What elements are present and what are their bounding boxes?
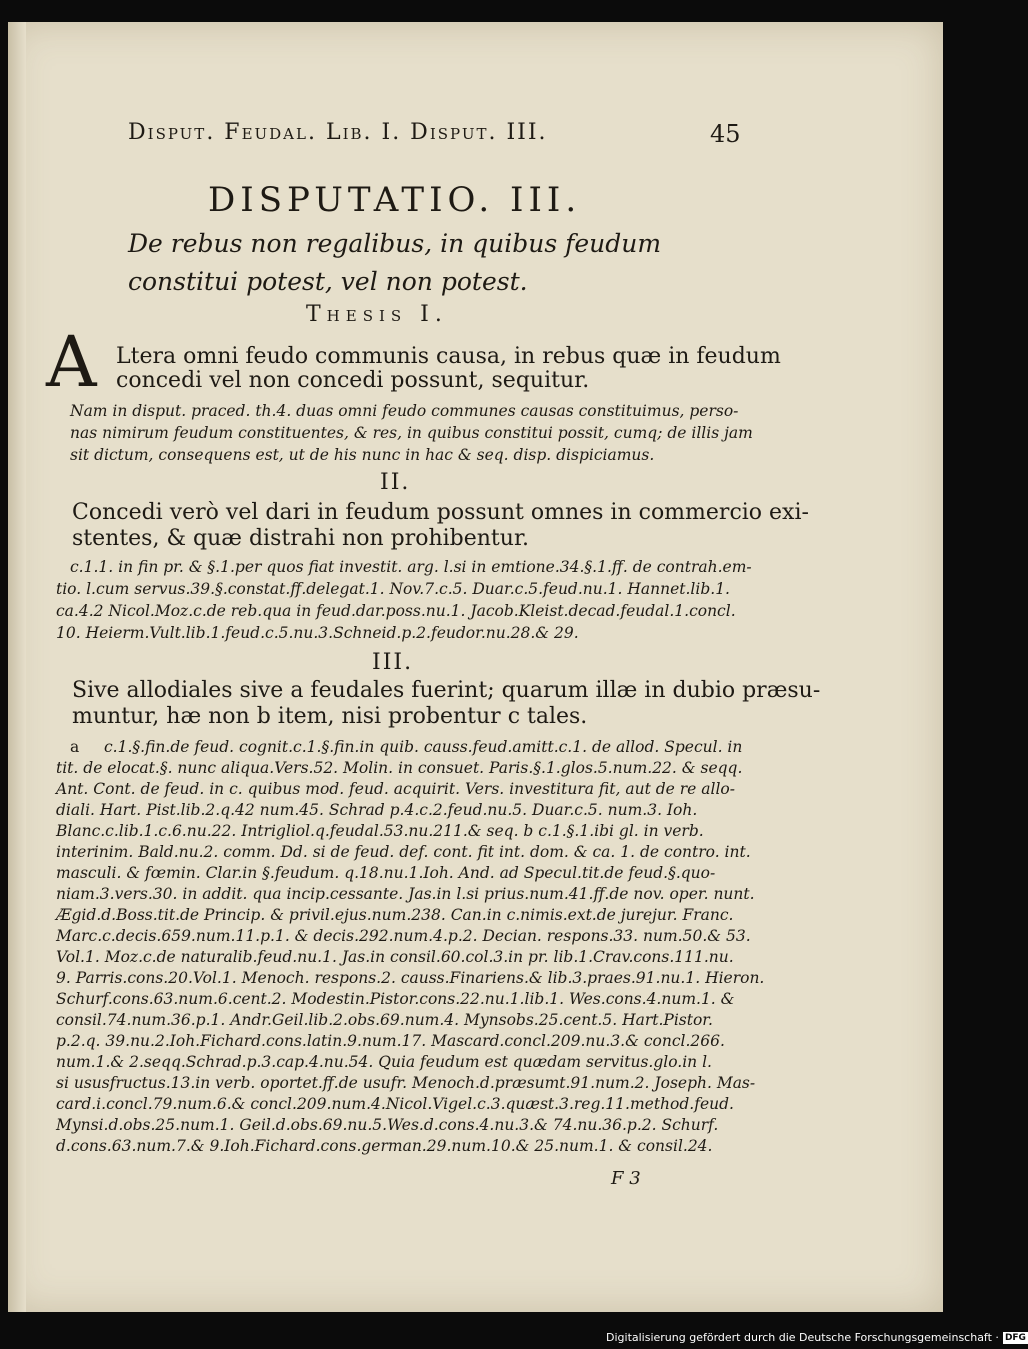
signature-mark: F 3 xyxy=(611,1168,641,1189)
book-page xyxy=(8,22,943,1312)
credit-text: Digitalisierung gefördert durch die Deutsche Forschungsgemeinschaft xyxy=(606,1331,992,1344)
page-number: 45 xyxy=(710,120,741,148)
drop-cap: A xyxy=(46,321,97,403)
digitization-credit: Digitalisierung gefördert durch die Deutsche Forschungsgemeinschaft · DFG xyxy=(606,1331,1026,1344)
page-spine-shadow xyxy=(8,22,26,1312)
thesis3-note-line: consil.74.num.36.p.1. Andr.Geil.lib.2.obs.69.num.4. Mynsobs.25.cent.5. Hart.Pistor. xyxy=(56,1011,713,1029)
thesis3-note-line: Vol.1. Moz.c.de naturalib.feud.nu.1. Jas.in consil.60.col.3.in pr. lib.1.Crav.cons.111.nu. xyxy=(56,948,734,966)
thesis3-note-line: Ant. Cont. de feud. in c. quibus mod. feud. acquirit. Vers. investitura fit, aut de re allo- xyxy=(56,780,735,798)
thesis3-line1: Sive allodiales sive a feudales fuerint; quarum illæ in dubio præsu- xyxy=(72,678,821,703)
thesis3-note-line: card.i.concl.79.num.6.& concl.209.num.4.Nicol.Vigel.c.3.quæst.3.reg.11.method.feud. xyxy=(56,1095,734,1113)
thesis1-note-line: Nam in disput. praced. th.4. duas omni feudo communes causas constituimus, perso- xyxy=(70,402,739,420)
note-marker-a: a xyxy=(70,738,80,756)
thesis3-numeral: III. xyxy=(372,650,414,675)
thesis2-numeral: II. xyxy=(380,470,411,495)
thesis1-note-line: nas nimirum feudum constituentes, & res, in quibus constitui possit, cumq; de illis jam xyxy=(70,424,753,442)
thesis3-note-line: Mynsi.d.obs.25.num.1. Geil.d.obs.69.nu.5.Wes.d.cons.4.nu.3.& 74.nu.36.p.2. Schurf. xyxy=(56,1116,719,1134)
thesis3-note-line: 9. Parris.cons.20.Vol.1. Menoch. respons.2. causs.Finariens.& lib.3.praes.91.nu.1. Hieron. xyxy=(56,969,765,987)
dfg-logo: DFG xyxy=(1004,1333,1026,1343)
thesis3-note-line: d.cons.63.num.7.& 9.Ioh.Fichard.cons.german.29.num.10.& 25.num.1. & consil.24. xyxy=(56,1137,713,1155)
disputation-subtitle: De rebus non regalibus, in quibus feudum constitui potest, vel non potest. xyxy=(128,229,662,296)
thesis1-note-line: sit dictum, consequens est, ut de his nunc in hac & seq. disp. dispiciamus. xyxy=(70,446,655,464)
thesis2-note-line: tio. l.cum servus.39.§.constat.ff.delegat.1. Nov.7.c.5. Duar.c.5.feud.nu.1. Hannet.lib.1. xyxy=(56,580,730,598)
thesis3-note-line: si ususfructus.13.in verb. oportet.ff.de usufr. Menoch.d.præsumt.91.num.2. Joseph. Mas- xyxy=(56,1074,756,1092)
running-head: Disput. Feudal. Lib. I. Disput. III. xyxy=(128,120,548,145)
thesis3-line2: muntur, hæ non b item, nisi probentur c tales. xyxy=(72,704,588,729)
thesis1-line1: Ltera omni feudo communis causa, in rebus quæ in feudum xyxy=(116,344,781,369)
thesis-heading: Thesis I. xyxy=(306,302,448,327)
thesis3-note-line: p.2.q. 39.nu.2.Ioh.Fichard.cons.latin.9.num.17. Mascard.concl.209.nu.3.& concl.266. xyxy=(56,1032,725,1050)
thesis1-line2: concedi vel non concedi possunt, sequitur. xyxy=(116,368,590,393)
disputation-title: DISPUTATIO. III. xyxy=(208,180,582,220)
thesis3-note-line: Blanc.c.lib.1.c.6.nu.22. Intrigliol.q.feudal.53.nu.211.& seq. b c.1.§.1.ibi gl. in verb. xyxy=(56,822,704,840)
thesis3-note-line: diali. Hart. Pist.lib.2.q.42 num.45. Schrad p.4.c.2.feud.nu.5. Duar.c.5. num.3. Ioh. xyxy=(56,801,698,819)
thesis3-note-line: tit. de elocat.§. nunc aliqua.Vers.52. Molin. in consuet. Paris.§.1.glos.5.num.22. & seqq. xyxy=(56,759,743,777)
thesis3-note-line: Marc.c.decis.659.num.11.p.1. & decis.292.num.4.p.2. Decian. respons.33. num.50.& 53. xyxy=(56,927,751,945)
thesis2-note-line: 10. Heierm.Vult.lib.1.feud.c.5.nu.3.Schneid.p.2.feudor.nu.28.& 29. xyxy=(56,624,579,642)
thesis2-line1: Concedi verò vel dari in feudum possunt omnes in commercio exi- xyxy=(72,500,809,525)
thesis3-note-line: interinim. Bald.nu.2. comm. Dd. si de feud. def. cont. fit int. dom. & ca. 1. de contro. int. xyxy=(56,843,751,861)
thesis2-note-line: c.1.1. in fin pr. & §.1.per quos fiat investit. arg. l.si in emtione.34.§.1.ff. de contrah.em- xyxy=(70,558,752,576)
thesis2-line2: stentes, & quæ distrahi non prohibentur. xyxy=(72,526,530,551)
thesis3-note-line: masculi. & fœmin. Clar.in §.feudum. q.18.nu.1.Ioh. And. ad Specul.tit.de feud.§.quo- xyxy=(56,864,716,882)
thesis3-note-line: c.1.§.fin.de feud. cognit.c.1.§.fin.in quib. causs.feud.amitt.c.1. de allod. Specul. in xyxy=(104,738,743,756)
thesis3-note-line: Ægid.d.Boss.tit.de Princip. & privil.ejus.num.238. Can.in c.nimis.ext.de jurejur. Franc. xyxy=(56,906,734,924)
thesis3-note-line: num.1.& 2.seqq.Schrad.p.3.cap.4.nu.54. Quia feudum est quædam servitus.glo.in l. xyxy=(56,1053,712,1071)
thesis3-note-line: niam.3.vers.30. in addit. qua incip.cessante. Jas.in l.si prius.num.41.ff.de nov. oper. nunt. xyxy=(56,885,755,903)
thesis2-note-line: ca.4.2 Nicol.Moz.c.de reb.qua in feud.dar.poss.nu.1. Jacob.Kleist.decad.feudal.1.concl. xyxy=(56,602,736,620)
thesis3-note-line: Schurf.cons.63.num.6.cent.2. Modestin.Pistor.cons.22.nu.1.lib.1. Wes.cons.4.num.1. & xyxy=(56,990,735,1008)
